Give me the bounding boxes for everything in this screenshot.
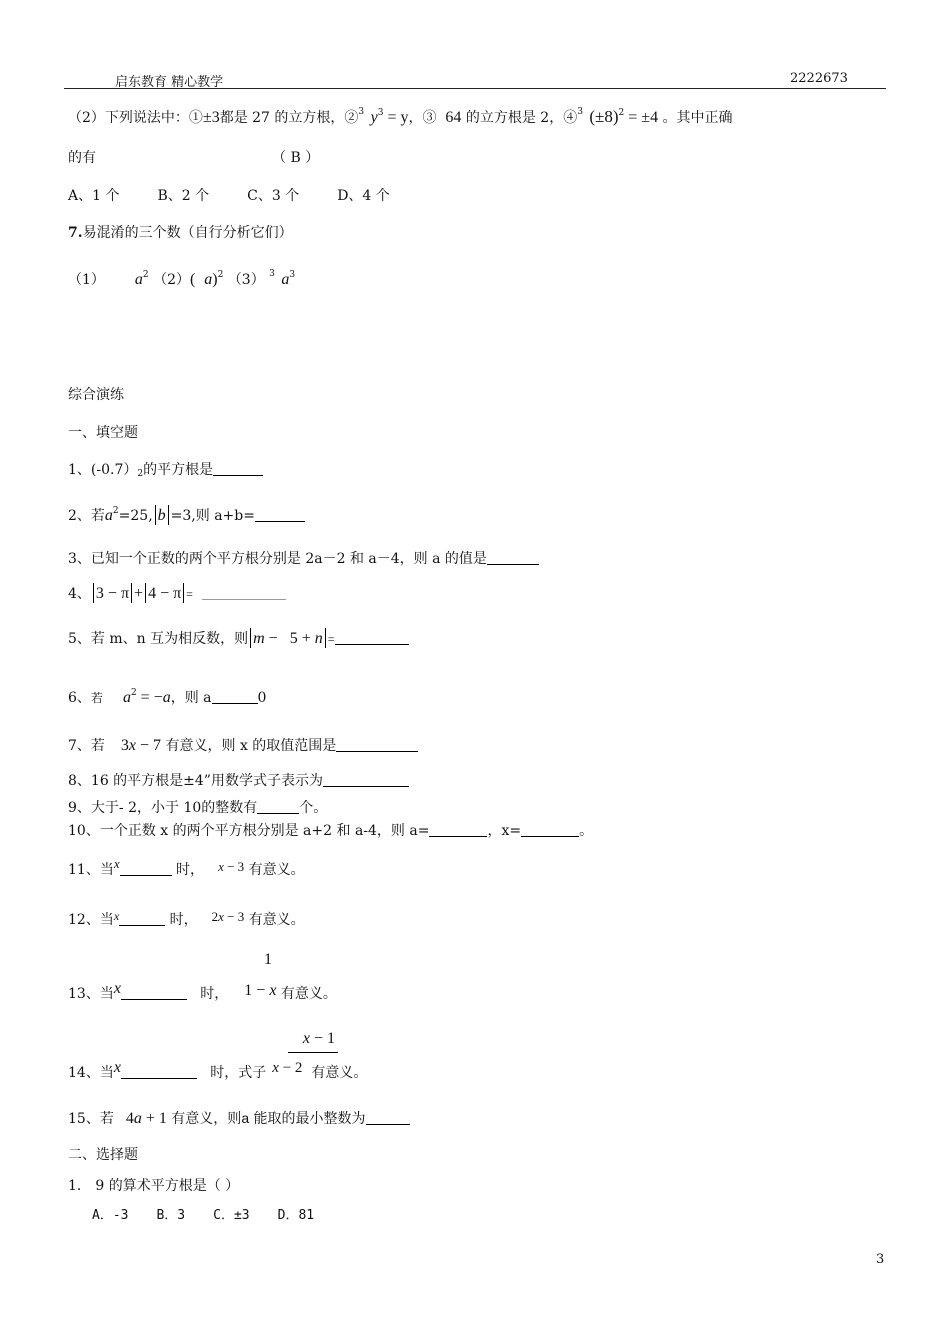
fill-q14-text3: 有意义。	[311, 1065, 368, 1081]
fill-q14-den-rest: − 2	[278, 1060, 303, 1076]
fill-q14-den-x: x	[272, 1060, 279, 1076]
fill-q14-num-rest: − 1	[310, 1030, 336, 1047]
fill-q9-text2: 个。	[299, 800, 328, 816]
fill-q13-text3: 有意义。	[280, 986, 337, 1002]
fill-q15-text3: 能取的最小整数为	[249, 1111, 366, 1127]
fill-q13-den-x: x	[269, 982, 277, 999]
q6-2-answer: （ B ）	[272, 150, 320, 166]
q6-2-options	[68, 188, 390, 205]
fill-section-title: 一、填空题	[68, 425, 138, 441]
fill-q12-text2: 时，	[165, 912, 198, 928]
fill-q7-text2: 有意义，则 x 的取值范围是	[161, 738, 337, 754]
q6-2-pm3: ±3	[202, 109, 220, 126]
fill-q15-blank[interactable]	[366, 1110, 410, 1125]
fill-q6-blank[interactable]	[212, 689, 258, 704]
fill-q15-a2: a	[241, 1110, 250, 1126]
fill-q13-text2: 时，	[195, 986, 229, 1002]
abs-bar-right	[168, 505, 169, 525]
section7-number: 7.	[68, 225, 83, 241]
s7-exp2: 2	[142, 270, 149, 280]
fill-q13	[68, 980, 337, 1003]
fill-q2-sup: 2	[112, 506, 119, 516]
fill-q15-rest: + 1	[141, 1110, 167, 1127]
fill-q15	[68, 1109, 410, 1128]
fill-q13-x: x	[113, 980, 121, 997]
fill-q2	[68, 505, 305, 525]
fill-q2-a: a	[104, 507, 113, 524]
fill-q6-text2: ，则 a	[170, 690, 212, 706]
q6-2-exp3: 3	[377, 108, 384, 118]
s7-a2: a	[204, 271, 213, 288]
fill-q4-blank[interactable]	[202, 585, 286, 600]
q6-2-root-index-b: 3	[577, 107, 583, 117]
q6-2-root-index: 3	[358, 107, 365, 117]
fill-q4-eq: =	[186, 587, 193, 601]
q6-2-eq-y: = y	[383, 109, 409, 126]
q6-2-option-a: A、1 个	[68, 188, 120, 204]
fill-q13-blank[interactable]	[121, 991, 187, 1000]
fill-q14-x: x	[113, 1059, 121, 1076]
s7-label2: （2）	[153, 272, 191, 288]
fill-q5	[68, 628, 409, 648]
s7-exp2b: 2	[217, 270, 224, 280]
fill-q7-3: 3	[120, 737, 129, 754]
q6-2-line2	[68, 150, 319, 167]
q6-2-64: 64	[445, 109, 462, 126]
section7-title-text: 易混淆的三个数（自行分析它们）	[82, 225, 293, 241]
abs-bar	[145, 583, 146, 603]
fill-q4	[68, 583, 286, 603]
fill-q15-a: a	[133, 1110, 142, 1127]
fill-q14-num-x: x	[302, 1030, 311, 1047]
fill-q6-a: a	[122, 689, 131, 706]
fill-q9	[68, 799, 327, 817]
fill-q12-x: x	[113, 909, 120, 923]
fill-q4-text: 4、	[68, 586, 91, 602]
fill-q9-blank[interactable]	[257, 799, 299, 814]
fill-q14-blank[interactable]	[121, 1070, 197, 1079]
fill-q6-sup: 2	[130, 688, 137, 698]
fill-q4-expr1: 3 − π	[95, 585, 130, 602]
fill-q11-x: x	[113, 856, 120, 871]
fill-q12-text: 12、当	[68, 912, 114, 928]
fill-q4-expr2: 4 − π	[148, 585, 182, 602]
q6-2-line1	[68, 107, 733, 127]
s7-paren-close: )	[212, 271, 218, 288]
fill-q6-a2: a	[162, 689, 171, 706]
s7-a: a	[134, 271, 143, 288]
fill-q15-4: 4	[125, 1110, 134, 1127]
q6-2-prefix: （2）下列说法中：①	[68, 110, 203, 126]
choice-q1-options	[92, 1208, 314, 1224]
fill-q8-blank[interactable]	[323, 772, 409, 787]
q6-2-exp2: 2	[618, 108, 625, 118]
fill-q5-n: n	[314, 630, 323, 647]
fill-q12-text3: 有意义。	[248, 912, 305, 928]
fill-q12-expr-x: x	[218, 909, 224, 924]
choice-section-title: 二、选择题	[68, 1147, 138, 1163]
fill-q14-text: 14、当	[68, 1065, 114, 1081]
q6-2-eq-pm4: = ±4	[624, 109, 659, 126]
fill-q10-blank-x[interactable]	[521, 822, 579, 837]
fill-q3-blank[interactable]	[487, 550, 539, 565]
fill-q5-minus: −	[264, 630, 282, 647]
fill-q10	[68, 822, 593, 840]
fill-q13-text: 13、当	[68, 986, 114, 1002]
fill-q2-b: b	[157, 507, 166, 524]
fill-q15-text: 15、若	[68, 1111, 114, 1127]
s7-label1: （1）	[68, 272, 105, 288]
abs-bar	[131, 583, 132, 603]
fill-q9-text: 9、大于- 2，小于 10的整数有	[68, 800, 258, 816]
fill-q7-blank[interactable]	[336, 737, 418, 752]
fill-q10-text3: 。	[579, 823, 594, 839]
fill-q12-expr-2: 2	[211, 909, 219, 924]
q6-2-y: y	[370, 109, 378, 126]
fill-q6-text3: 0	[257, 690, 267, 706]
fill-q13-numerator: 1	[264, 951, 272, 968]
fill-q5-m: m	[253, 630, 265, 647]
fill-q11-expr-rest: − 3	[223, 859, 245, 874]
fill-q1-text: 1、(-0.7）	[68, 462, 138, 478]
fill-q5-blank[interactable]	[335, 630, 409, 645]
abs-bar	[93, 583, 94, 603]
fill-q5-text: 5、若 m、n 互为相反数，则	[68, 631, 249, 647]
header-rule	[64, 88, 886, 89]
fill-q10-text: 10、一个正数 x 的两个平方根分别是 a+2 和 a-4，则 a=	[68, 823, 430, 839]
q6-2-option-b: B、2 个	[157, 188, 210, 204]
q6-2-option-c: C、3 个	[247, 188, 300, 204]
fill-q8-text: 8、16 的平方根是±4”用数学式子表示为	[68, 773, 323, 789]
s7-label3: （3）	[227, 272, 265, 288]
header-left: 启东教育 精心教学	[115, 75, 224, 90]
q6-2-t1: 都是 27 的立方根，②	[219, 110, 359, 126]
s7-root-index: 3	[269, 269, 275, 279]
choice-q1-option-d[interactable]: D．81	[277, 1208, 315, 1223]
fill-q4-plus: +	[134, 585, 144, 602]
fill-q7-minus7: − 7	[136, 737, 162, 754]
fill-q2-blank[interactable]	[255, 507, 305, 522]
header-right: 2222673	[790, 71, 848, 86]
fill-q2-text: 2、若	[68, 508, 105, 524]
q6-2-line2-text: 的有	[68, 150, 96, 166]
fill-q11-text2: 时，	[171, 862, 205, 878]
s7-a3: a	[281, 271, 290, 288]
fill-q12-expr-rest: − 3	[223, 909, 245, 924]
s7-paren-open: (	[190, 271, 196, 288]
fill-q1-text2: 的平方根是	[143, 462, 214, 478]
fill-q11-expr-x: x	[218, 859, 224, 874]
abs-bar	[183, 583, 184, 603]
abs-bar	[325, 628, 326, 648]
fill-q11-text3: 有意义。	[248, 862, 305, 878]
fill-q6-eq: = −	[136, 689, 163, 706]
fill-q2-text2: =25,	[118, 508, 153, 524]
fill-q12	[68, 909, 305, 929]
fill-q5-rest: 5 +	[289, 630, 315, 647]
fill-q8	[68, 772, 409, 790]
fill-q3	[68, 550, 539, 568]
fill-q14-numerator	[296, 1030, 342, 1048]
q6-2-t2: ，③	[408, 110, 437, 126]
abs-bar-left	[155, 505, 156, 525]
practice-title: 综合演练	[68, 387, 124, 403]
fill-q5-eq: =	[327, 632, 335, 646]
fill-q14	[68, 1059, 368, 1082]
fill-q10-blank-a[interactable]	[429, 822, 487, 837]
choice-q1-option-a[interactable]: A．-3	[92, 1208, 129, 1223]
q6-2-t4: 。其中正确	[658, 110, 733, 126]
section7-title	[68, 225, 293, 242]
abs-bar	[250, 628, 251, 648]
fill-q7-x: x	[128, 737, 137, 754]
choice-q1-option-b[interactable]: B．3	[156, 1208, 186, 1223]
page-number: 3	[876, 1252, 885, 1267]
fill-q2-text3: =3,则 a+b=	[170, 508, 255, 524]
fill-q6-ruo: 若	[90, 691, 103, 705]
fill-q11	[68, 856, 305, 879]
section7-expressions	[68, 270, 295, 289]
fill-q14-text2: 时，式子	[205, 1065, 267, 1081]
q6-2-option-d: D、4 个	[337, 188, 390, 204]
fill-q6	[68, 688, 266, 707]
fill-q6-text: 6、	[68, 690, 91, 706]
fill-q12-blank[interactable]	[119, 917, 165, 926]
fill-q13-den-a: 1 −	[244, 982, 270, 999]
s7-exp3: 3	[289, 270, 296, 280]
fill-q11-text: 11、当	[68, 862, 114, 878]
fill-q10-text2: ，x=	[487, 823, 522, 839]
fill-q1-blank[interactable]	[213, 461, 263, 476]
fill-q1	[68, 461, 263, 479]
q6-2-paren-pm8: (±8)	[589, 107, 619, 126]
fill-q15-text2: 有意义，则	[166, 1111, 242, 1127]
choice-q1: 1． 9 的算术平方根是（ ）	[68, 1178, 240, 1194]
choice-q1-option-c[interactable]: C．±3	[213, 1208, 250, 1223]
fill-q7	[68, 736, 418, 755]
q6-2-t3: 的立方根是 2，④	[461, 110, 578, 126]
fill-q11-blank[interactable]	[120, 867, 172, 876]
fill-q3-text: 3、已知一个正数的两个平方根分别是 2a－2 和 a－4，则 a 的值是	[68, 551, 487, 567]
fill-q14-fraction-line	[288, 1052, 338, 1053]
fill-q1-sub: 2	[137, 469, 144, 479]
fill-q7-text: 7、若	[68, 738, 105, 754]
